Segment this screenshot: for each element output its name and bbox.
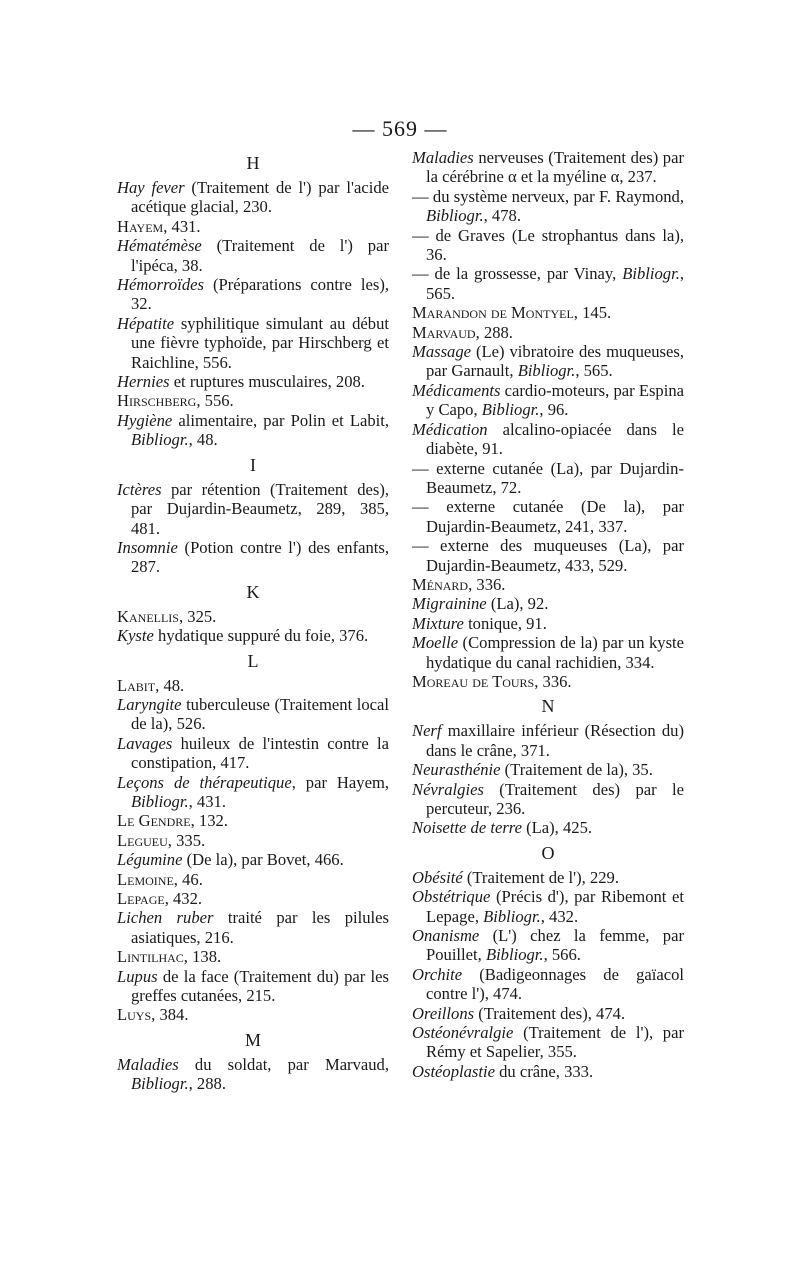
entry-text: (La), 425. bbox=[521, 818, 593, 838]
entry-term: Névralgies bbox=[412, 779, 484, 799]
entry-term: Hépatite bbox=[117, 313, 175, 333]
entry-bibliography: Bibliogr. bbox=[485, 945, 544, 965]
index-entry bbox=[412, 148, 684, 187]
entry-text: (Traitement de l') par l'acide acétique glacial, 230. bbox=[131, 178, 389, 217]
index-entry bbox=[117, 480, 389, 538]
entry-text: tonique, 91. bbox=[463, 613, 547, 633]
entry-text: (Traitement de l') par l'ipéca, 38. bbox=[131, 236, 389, 275]
index-entry bbox=[412, 187, 684, 226]
index-entry bbox=[117, 947, 389, 966]
index-entry bbox=[412, 1004, 684, 1023]
entry-text: — externe des muqueuses (La), par Dujardin-Beaumetz, 433, 529. bbox=[412, 536, 684, 575]
entry-term: Kyste bbox=[117, 626, 154, 646]
index-entry bbox=[117, 391, 389, 410]
entry-text: , 431. bbox=[163, 216, 201, 236]
entry-text: huileux de l'intestin contre la constipation, 417. bbox=[131, 733, 389, 773]
entry-text: , 556. bbox=[196, 391, 234, 411]
index-entry bbox=[412, 760, 684, 779]
entry-term: Marvaud bbox=[412, 322, 476, 342]
index-entry bbox=[412, 672, 684, 691]
entry-text: alimentaire, par Polin et Labit, bbox=[172, 410, 389, 430]
entry-term: Médication bbox=[412, 419, 488, 439]
entry-pages: , 288. bbox=[188, 1074, 226, 1094]
index-entry bbox=[117, 773, 389, 812]
entry-text: , 132. bbox=[190, 811, 228, 831]
entry-term: Ostéonévralgie bbox=[412, 1023, 514, 1043]
entry-term: Onanisme bbox=[412, 926, 480, 946]
entry-term: Hygiène bbox=[117, 410, 173, 430]
index-entry bbox=[412, 420, 684, 459]
index-entry bbox=[117, 178, 389, 217]
entry-term: Médicaments bbox=[412, 380, 501, 400]
index-entry bbox=[117, 850, 389, 869]
index-entry bbox=[117, 1005, 389, 1024]
index-entry bbox=[117, 314, 389, 372]
section-letter: N bbox=[541, 696, 555, 717]
section-letter: I bbox=[250, 454, 256, 475]
section-letter: M bbox=[244, 1029, 261, 1050]
entry-text: — du système nerveux, par F. Raymond, bbox=[412, 186, 684, 206]
index-entry bbox=[412, 780, 684, 819]
index-entry bbox=[412, 818, 684, 837]
entry-text: , 432. bbox=[164, 889, 203, 908]
entry-term: Neurasthénie bbox=[412, 760, 501, 780]
index-entry bbox=[117, 372, 389, 391]
entry-text: hydatique suppuré du foie, 376. bbox=[153, 626, 369, 646]
index-column-right bbox=[412, 148, 684, 1081]
index-entry bbox=[117, 411, 389, 450]
entry-term: Hay fever bbox=[117, 178, 185, 197]
entry-bibliography: Bibliogr. bbox=[131, 430, 189, 450]
entry-text: (Traitement des), 474. bbox=[474, 1003, 626, 1023]
entry-term: Obésité bbox=[412, 867, 463, 887]
entry-term: Orchite bbox=[412, 964, 463, 984]
entry-pages: , 566. bbox=[543, 945, 581, 965]
entry-term: Maladies bbox=[412, 148, 474, 167]
entry-term: Hirschberg bbox=[117, 391, 197, 411]
entry-term: Migrainine bbox=[412, 594, 487, 614]
entry-term: Ictères bbox=[117, 479, 162, 499]
entry-term: Lichen ruber bbox=[117, 908, 214, 928]
section-letter: O bbox=[541, 842, 555, 863]
entry-term: Le Gendre bbox=[117, 811, 191, 831]
section-letter: K bbox=[246, 581, 260, 602]
entry-text: (Traitement de la), 35. bbox=[500, 760, 653, 780]
page-number: — 569 — bbox=[352, 116, 448, 141]
index-entry bbox=[412, 868, 684, 887]
entry-text: et ruptures musculaires, 208. bbox=[169, 372, 365, 392]
entry-term: Noisette de terre bbox=[412, 818, 522, 838]
index-entry bbox=[412, 614, 684, 633]
index-entry bbox=[117, 236, 389, 275]
entry-term: Oreillons bbox=[412, 1003, 475, 1023]
index-entry bbox=[117, 607, 389, 626]
entry-term: Legueu bbox=[117, 830, 168, 850]
entry-text: (Traitement de l'), 229. bbox=[462, 867, 620, 887]
entry-text: , 325. bbox=[178, 606, 217, 626]
entry-text: , 336. bbox=[534, 671, 572, 691]
index-entry bbox=[412, 1062, 684, 1081]
entry-term: Lemoine bbox=[117, 869, 174, 889]
entry-term: Lavages bbox=[117, 733, 173, 753]
index-entry bbox=[117, 811, 389, 830]
entry-bibliography: Bibliogr. bbox=[517, 361, 576, 381]
entry-text: (Le) vibratoire des muqueuses, par Garnault, bbox=[426, 342, 684, 381]
entry-text: , 384. bbox=[151, 1005, 189, 1025]
index-column-left bbox=[117, 148, 389, 1094]
entry-pages: , 565. bbox=[426, 264, 684, 303]
section-letter: H bbox=[246, 153, 260, 173]
entry-text: — externe cutanée (De la), par Dujardin-Beaumetz, 241, 337. bbox=[412, 497, 684, 536]
entry-text: de la face (Traitement du) par les greffes cutanées, 215. bbox=[131, 966, 389, 1006]
entry-term: Laryngite bbox=[117, 694, 182, 714]
index-entry bbox=[117, 538, 389, 577]
entry-text: (L') chez la femme, par Pouillet, bbox=[426, 926, 684, 965]
entry-bibliography: Bibliogr. bbox=[481, 400, 540, 420]
entry-text: nerveuses (Traitement des) par la cérébrine α et la myéline α, 237. bbox=[426, 148, 684, 187]
entry-text: — externe cutanée (La), par Dujardin-Beaumetz, 72. bbox=[412, 458, 684, 497]
index-entry bbox=[412, 303, 684, 322]
entry-text: , 48. bbox=[155, 675, 185, 695]
entry-text: alcalino-opiacée dans le diabète, 91. bbox=[426, 419, 684, 459]
entry-term: Hernies bbox=[117, 372, 170, 392]
entry-term: Lupus bbox=[117, 966, 158, 986]
entry-bibliography: Bibliogr. bbox=[483, 906, 541, 926]
entry-text: tuberculeuse (Traitement local de la), 526. bbox=[131, 694, 389, 734]
entry-term: Labit bbox=[117, 675, 156, 695]
entry-text: , 335. bbox=[167, 830, 206, 850]
entry-text: traité par les pilules asiatiques, 216. bbox=[131, 908, 389, 947]
entry-text: (La), 92. bbox=[486, 594, 549, 614]
entry-pages: , 432. bbox=[540, 906, 579, 926]
entry-text: du soldat, par Marvaud, bbox=[178, 1054, 389, 1074]
index-entry bbox=[412, 264, 684, 303]
index-entry bbox=[412, 459, 684, 498]
entry-term: Nerf bbox=[412, 721, 442, 741]
entry-text: — de la grossesse, par Vinay, bbox=[412, 264, 623, 284]
index-entry bbox=[412, 721, 684, 760]
entry-term: Mixture bbox=[412, 613, 464, 633]
index-entry bbox=[412, 926, 684, 965]
entry-bibliography: Bibliogr. bbox=[131, 791, 189, 811]
section-letter: L bbox=[247, 650, 259, 671]
index-entry bbox=[412, 633, 684, 672]
entry-term: Leçons de thérapeutique bbox=[117, 772, 292, 792]
entry-text: , 138. bbox=[183, 947, 222, 967]
entry-term: Insomnie bbox=[117, 537, 178, 557]
index-entry bbox=[412, 536, 684, 575]
index-entry bbox=[117, 870, 389, 889]
entry-term: Hématémèse bbox=[117, 236, 202, 256]
entry-text: (Traitement des) par le percuteur, 236. bbox=[426, 779, 684, 818]
index-entry bbox=[412, 594, 684, 613]
entry-term: Légumine bbox=[117, 850, 183, 870]
entry-text: , 288. bbox=[475, 322, 513, 342]
entry-term: Massage bbox=[412, 342, 471, 362]
index-entry bbox=[117, 676, 389, 695]
entry-term: Maladies bbox=[117, 1054, 179, 1074]
entry-bibliography: Bibliogr. bbox=[426, 206, 484, 226]
entry-text: , 46. bbox=[173, 869, 203, 889]
entry-text: maxillaire inférieur (Résection du) dans le crâne, 371. bbox=[426, 721, 684, 760]
entry-text: (Précis d'), par Ribemont et Lepage, bbox=[426, 887, 684, 926]
entry-pages: , 478. bbox=[483, 206, 521, 226]
entry-text: (Préparations contre les), 32. bbox=[131, 275, 389, 314]
index-entry bbox=[412, 1023, 684, 1062]
index-entry bbox=[117, 1055, 389, 1094]
entry-text: syphilitique simulant au début une fièvre typhoïde, par Hirschberg et Raichline, 556. bbox=[131, 313, 389, 372]
entry-term: Hémorroïdes bbox=[117, 275, 204, 295]
entry-text: (De la), par Bovet, 466. bbox=[182, 850, 344, 870]
index-entry bbox=[117, 734, 389, 773]
entry-pages: , 565. bbox=[575, 361, 613, 381]
entry-text: , 336. bbox=[468, 574, 506, 594]
entry-pages: , 96. bbox=[539, 400, 569, 420]
index-entry bbox=[412, 887, 684, 926]
entry-term: Lintilhac bbox=[117, 947, 184, 967]
entry-bibliography: Bibliogr. bbox=[131, 1074, 189, 1094]
index-entry bbox=[412, 226, 684, 265]
entry-term: Moreau de Tours bbox=[412, 671, 535, 691]
index-entry bbox=[117, 967, 389, 1006]
entry-text: cardio-moteurs, par Espina y Capo, bbox=[426, 380, 684, 420]
entry-text: — de Graves (Le strophantus dans la), 36. bbox=[412, 225, 684, 265]
entry-term: Ostéoplastie bbox=[412, 1061, 495, 1081]
index-entry bbox=[117, 889, 389, 908]
entry-text: (Compression de la) par un kyste hydatique du canal rachidien, 334. bbox=[426, 633, 684, 672]
entry-pages: , 431. bbox=[188, 791, 226, 811]
entry-term: Lepage bbox=[117, 889, 165, 908]
entry-bibliography: Bibliogr. bbox=[622, 264, 680, 284]
entry-term: Luys bbox=[117, 1005, 152, 1025]
index-entry bbox=[117, 831, 389, 850]
entry-term: Obstétrique bbox=[412, 887, 491, 907]
index-entry bbox=[412, 575, 684, 594]
entry-term: Hayem bbox=[117, 216, 164, 236]
entry-text: par rétention (Traitement des), par Dujardin-Beaumetz, 289, 385, 481. bbox=[131, 479, 389, 538]
entry-text: , 145. bbox=[573, 303, 612, 323]
index-entry bbox=[117, 908, 389, 947]
entry-pages: , 48. bbox=[188, 430, 218, 450]
entry-text: , par Hayem, bbox=[291, 772, 389, 792]
entry-text: (Badigeonnages de gaïacol contre l'), 474. bbox=[426, 964, 684, 1004]
index-entry bbox=[412, 323, 684, 342]
index-entry bbox=[117, 275, 389, 314]
index-entry bbox=[117, 695, 389, 734]
index-entry bbox=[117, 217, 389, 236]
index-entry bbox=[412, 342, 684, 381]
entry-term: Ménard bbox=[412, 574, 469, 594]
entry-term: Moelle bbox=[412, 633, 459, 653]
index-entry bbox=[412, 497, 684, 536]
index-entry bbox=[412, 965, 684, 1004]
entry-term: Marandon de Montyel bbox=[412, 303, 574, 323]
entry-text: (Potion contre l') des enfants, 287. bbox=[131, 537, 389, 577]
entry-text: du crâne, 333. bbox=[494, 1061, 594, 1081]
index-entry bbox=[117, 626, 389, 645]
index-entry bbox=[412, 381, 684, 420]
entry-term: Kanellis bbox=[117, 606, 179, 626]
entry-text: (Traitement de l'), par Rémy et Sapelier, 355. bbox=[426, 1023, 684, 1062]
